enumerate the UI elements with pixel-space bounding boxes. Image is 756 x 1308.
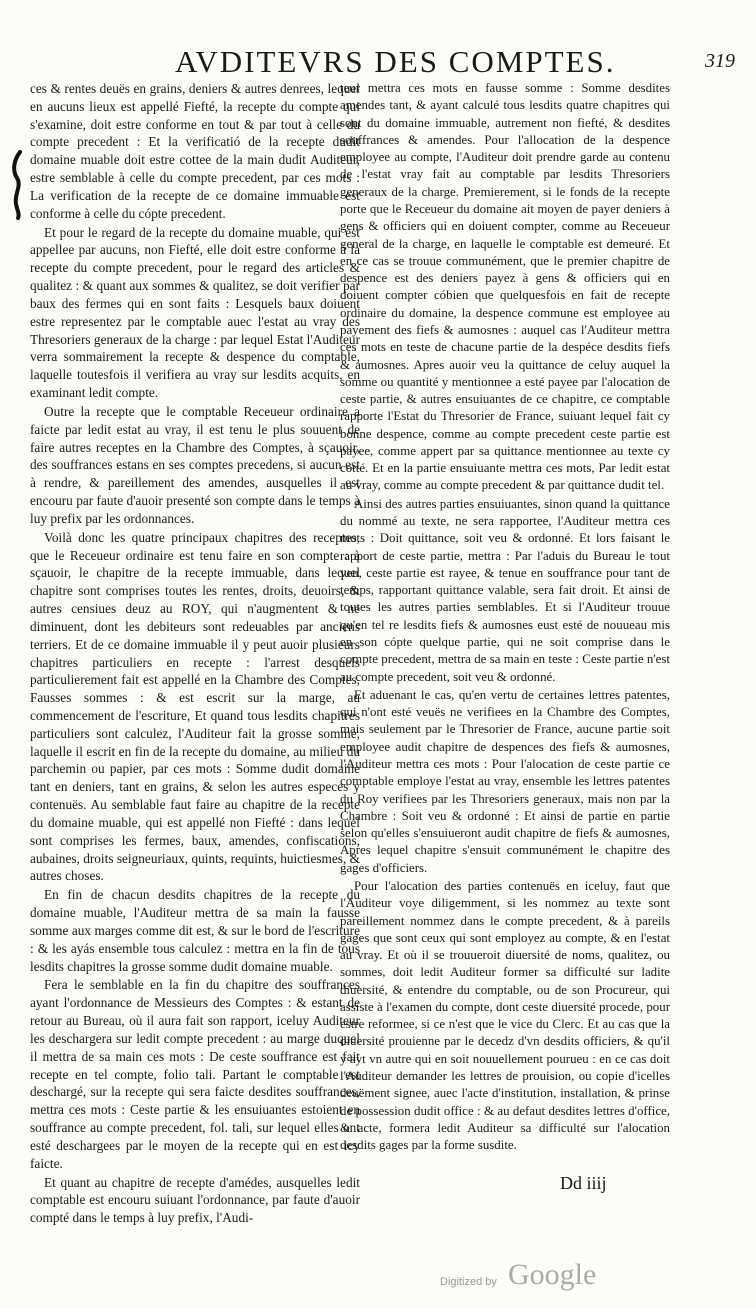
left-column [30, 80, 360, 1228]
watermark-brand: Google [508, 1258, 597, 1291]
paragraph: teur mettra ces mots en fausse somme : Somme desdites amendes tant, & ayant calculé tous lesdits quatre chapitres qui sont du domaine immuable, autrement non fiefté, & desdites souffrances & amendes. Pour l'allocation de la despence employee au compte, l'Auditeur doit prendre garde au contenu de l'estat vray fait au comptable par lesdits Thresoriers generaux de la charge. Premierement, si le fonds de la recepte porte que le Receueur du domaine ait moyen de payer deniers à gens & officiers qui en doiuent compter, comme au Receueur general de la charge, en laquelle le comptable est demeuré. Et en ce cas se trouue communément, que le premier chapitre de despence est des deniers payez à gens & officiers qui en doiuent compter cóbien que quelquesfois en fait de recepte ordinaire du domaine, la despence commune est employee au payement des fiefs & aumosnes : auquel cas l'Auditeur mettra ces mots en teste de chacune partie de la despéce desdits fiefs & aumosnes. Apres auoir veu la quittance de celuy auquel la somme ou quantité y mentionnee a esté payee par l'alocation de ceste partie, & autres ensuiuantes de ce chapitre, ce comptable rapporte l'Estat du Thresorier de France, suiuant lequel fait cy bonne despence, comme au compte precedent ceste partie est payee, comme appert par sa quittance mentionnee au texte cy cotté. Et en la partie ensuiuante mettra ces mots, Par ledit estat au vray, comme au compte precedent & par quittance dudit tel. [340, 81, 670, 493]
paragraph: Fera le semblable en la fin du chapitre des souffrances ayant l'ordonnance de Messieurs des Comptes : & estant de retour au Bureau, où il aura fait son rapport, iceluy Auditeur les deschargera sur ledit compte precedent : au marge duquel il mettra de sa main ces mots : De ceste souffrance est fait recepte en tel compte, folio tali. Partant le comptable est deschargé, sur la recepte qui sera faicte desdites souffrances, mettra ces mots : Ceste partie & les ensuiuantes estoient en souffrance au compte precedent, fol. tali, sur lequel elles ont esté deschargees par le moyen de la recepte qui en est icy faicte. [30, 977, 360, 1171]
signature-mark: Dd iiij [560, 1173, 607, 1193]
watermark-prefix: Digitized by [440, 1276, 497, 1288]
paragraph: Voilà donc les quatre principaux chapitres des receptes, que le Receueur ordinaire est tenu faire en son compte : à sçauoir, le chapitre de la recepte immuable, dans lequel chapitre sont comprises toutes les rentes, droits, deuoirs, & autres censiues deuz au ROY, qui n'augmentent & ne diminuent, dont les debiteurs sont redeuables par anciens terriers. Et de ce domaine immuable il y peut auoir plusieurs chapitres particuliers en recepte : l'arrest desquels particulierement fait est appellé en la Chambre des Comptes, Fausses sommes : & est escrit sur la marge, au commencement de l'escriture, Et quand tous lesdits chapitres particuliers sont calculez, l'Auditeur fait la grosse somme, laquelle il escrit en fin de la recepte du domaine, au milieu du parchemin ou papier, par ces mots : Somme dudit domaine tant en deniers, tant en grains, & selon les autres especes y contenuës. Au semblable faut faire au chapitre de la recepte du domaine muable, qui est appellé non Fiefté : dans lequel sont comprises les fermes, baux, amendes, confiscations, aubaines, droits seigneuriaux, quints, requints, huictiesmes, & autres choses. [30, 529, 360, 884]
paragraph: Et quant au chapitre de recepte d'amédes, ausquelles ledit comptable est encouru suiuant l'ordonnance, par faute d'auoir compté dans le temps à luy prefix, l'Audi- [30, 1174, 360, 1226]
paragraph: Et pour le regard de la recepte du domaine muable, qui est appellee par aucuns, non Fiefté, elle doit estre conforme à la recepte du compte precedent, pour le regard des articles & qualitez : & quant aux sommes & qualitez, se doit verifier par baux des fermes qui en sont faits : Lesquels baux doiuent estre representez par le comptable auec l'estat au vray des Thresoriers generaux de la charge : par lequel Estat l'Auditeur verra sommairement la recepte & despence du comptable, laquelle toutesfois il verifiera au vray sur lesdits acquits, en examinant ledit compte. [30, 224, 360, 401]
digitized-watermark [440, 1258, 640, 1298]
paragraph: Outre la recepte que le comptable Receueur ordinaire a faicte par ledit estat au vray, il est tenu le plus souuent de faire autres receptes en la Chambre des Comptes, à sçauoir, des souffrances estans en ses comptes precedens, si aucun est à rendre, & pareillement des amendes, ausquelles il est encouru par faute d'auoir presenté son compte dans le temps à luy prefix par les ordonnances. [30, 403, 360, 526]
paragraph: Pour l'alocation des parties contenuës en iceluy, faut que l'Auditeur voye diligemment, si les nommez au texte sont pareillement nommez dans le compte precedent, & à pareils gages que sont ceux qui sont employez au compte, & en l'estat au vray. Et où il se trouueroit diuersité de noms, qualitez, ou sommes, doit ledit Auditeur former sa difficulté sur ladite diuersité, & entendre du comptable, ou de son Procureur, qui assiste à l'examen du compte, dont ceste diuersité procede, pour estre reformee, si ce n'est que le vice du Clerc. Et au cas que la diuersité prouienne par le decedz d'vn desdits officiers, & qu'il y ayt vn autre qui en soit nouuellement pourueu : en ce cas doit l'Auditeur demander les lettres de prouision, ou copie d'icelles deuëment signee, auec l'acte d'institution, installation, & prinse de possession dudit office : & au defaut desdites lettres d'office, & acte, formera ledit Auditeur sa difficulté sur l'alocation desdits gages par la forme susdite. [340, 878, 670, 1153]
page-header [0, 44, 756, 84]
paragraph: Ainsi des autres parties ensuiuantes, sinon quand la quittance du nommé au texte, ne sera rapportee, l'Auditeur mettra ces mots : Doit quittance, soit veu & ordonné. Et lors faisant le rapport de ceste partie, mettra : Par l'aduis du Bureau le tout veu, ceste partie est rayee, & tenue en souffrance pour tant de temps, rapportant quittance valable, sera fait droit. Et ainsi de toutes les autres parties semblables. Et si l'Auditeur trouue qu'en tel re lesdits fiefs & aumosnes eust esté de nouueau mis en son cópte quelque partie, qui ne soit comprise dans le compte precedent, mettra de sa main en teste : Ceste partie n'est au compte precedent, soit veu & ordonné. [340, 496, 670, 684]
page-number: 319 [705, 50, 735, 72]
paragraph: Et aduenant le cas, qu'en vertu de certaines lettres patentes, qui n'ont esté veuës ne verifiees en la Chambre des Comptes, mais seulement par le Thresorier de France, aucune partie soit employee audit chapitre de despences des fiefs & aumosnes, l'Auditeur mettra ces mots : Pour l'alocation de ceste partie ce comptable employe l'estat au vray, ensemble les lettres patentes du Roy verifiees par les Thresoriers generaux, mais non par la Chambre : Soit veu & ordonné : Et ainsi de partie en partie selon qu'elles s'ensuiueront audit chapitre de fiefs & aumosnes, Apres lequel chapitre s'ensuit communément le chapitre des gages d'officiers. [340, 687, 670, 875]
right-column [340, 80, 670, 1155]
running-title: AVDITEVRS DES COMPTES. [175, 44, 616, 79]
paragraph: En fin de chacun desdits chapitres de la recepte du domaine muable, l'Auditeur mettra de sa main la fausse somme aux marges comme dit est, & sur le bord de l'escriture : & les ayás ensemble tous calculez : mettra en la fin de tous lesdits chapitres la grosse somme dudit domaine muable. [30, 887, 360, 974]
paragraph: ces & rentes deuës en grains, deniers & autres denrees, lequel en aucuns lieux est appellé Fiefté, la recepte du compte qui s'examine, doit estre conforme en tout & par tout à celle du compte precedent : Et la verificatió de la recepte dudit domaine muable doit estre cottee de la main dudit Auditeur, estre semblable à celle du compte precedent, par ces mots : La verification de la recepte de ce domaine immuable est conforme à celle du cópte precedent. [30, 81, 360, 221]
ink-mark-icon [8, 150, 30, 220]
